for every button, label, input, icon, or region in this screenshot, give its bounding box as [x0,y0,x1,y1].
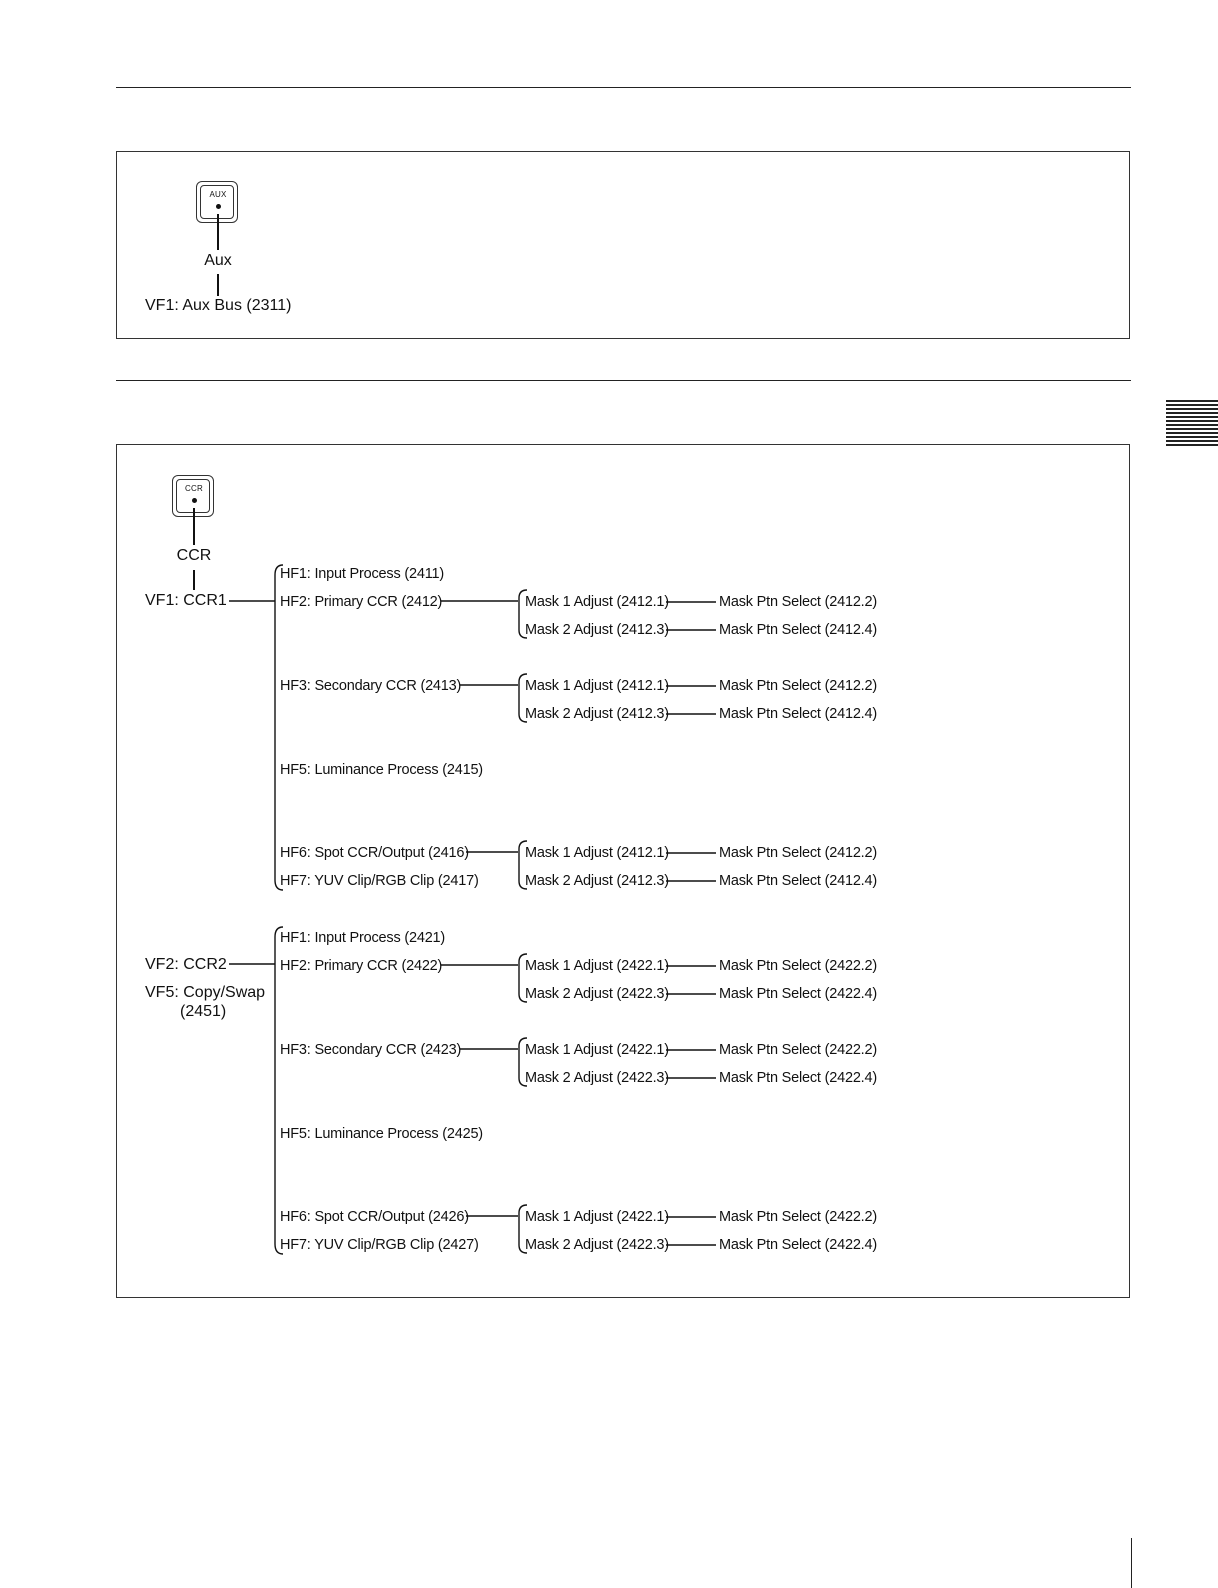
ccr-menu-connector-line [193,570,195,590]
vf1-hf2-primary-ccr[interactable]: HF2: Primary CCR (2412) [280,594,443,610]
aux-menu-connector-line [217,274,219,296]
vf1-hf5-luminance-process[interactable]: HF5: Luminance Process (2415) [280,762,483,778]
vf2-hf3-mask-ptn-select-2[interactable]: Mask Ptn Select (2422.4) [719,1070,877,1086]
vf1-hf3-mask1-adjust[interactable]: Mask 1 Adjust (2412.1) [525,678,669,694]
indicator-dot-icon [216,204,221,209]
ccr-button-name: CCR [176,547,212,564]
vf1-hf2-mask1-adjust[interactable]: Mask 1 Adjust (2412.1) [525,594,669,610]
vf1-hf1-input-process[interactable]: HF1: Input Process (2411) [280,566,444,582]
vf1-hf7-yuv-rgb-clip[interactable]: HF7: YUV Clip/RGB Clip (2417) [280,873,479,889]
vf1-ccr1-menu[interactable]: VF1: CCR1 [145,592,227,609]
vf1-hf6-mask2-adjust[interactable]: Mask 2 Adjust (2412.3) [525,873,669,889]
vf1-hf3-mask2-adjust[interactable]: Mask 2 Adjust (2412.3) [525,706,669,722]
vf2-hf3-secondary-ccr[interactable]: HF3: Secondary CCR (2423) [280,1042,462,1058]
vf1-hf3-secondary-ccr[interactable]: HF3: Secondary CCR (2413) [280,678,462,694]
vf2-ccr2-menu[interactable]: VF2: CCR2 [145,956,227,973]
vf2-hf2-mask2-adjust[interactable]: Mask 2 Adjust (2422.3) [525,986,669,1002]
aux-vf1-menu[interactable]: VF1: Aux Bus (2311) [145,297,292,314]
page-number-bar [1131,1538,1132,1588]
vf2-hf6-mask1-adjust[interactable]: Mask 1 Adjust (2422.1) [525,1209,669,1225]
vf1-hf2-mask2-adjust[interactable]: Mask 2 Adjust (2412.3) [525,622,669,638]
middle-rule [116,380,1131,381]
vf1-hf2-mask-ptn-select-1[interactable]: Mask Ptn Select (2412.2) [719,594,877,610]
ccr-connector-line [193,508,195,545]
vf1-hf3-mask-ptn-select-2[interactable]: Mask Ptn Select (2412.4) [719,706,877,722]
top-rule [116,87,1131,88]
vf1-hf6-mask-ptn-select-1[interactable]: Mask Ptn Select (2412.2) [719,845,877,861]
indicator-dot-icon [192,498,197,503]
vf2-hf3-mask2-adjust[interactable]: Mask 2 Adjust (2422.3) [525,1070,669,1086]
vf2-hf2-mask-ptn-select-1[interactable]: Mask Ptn Select (2422.2) [719,958,877,974]
vf5-copy-swap-menu[interactable]: VF5: Copy/Swap [145,984,266,1001]
vf2-hf2-primary-ccr[interactable]: HF2: Primary CCR (2422) [280,958,443,974]
vf2-hf1-input-process[interactable]: HF1: Input Process (2421) [280,930,446,946]
vf2-hf3-mask1-adjust[interactable]: Mask 1 Adjust (2422.1) [525,1042,669,1058]
ccr-button-label: CCR [185,484,203,493]
vf5-copy-swap-number: (2451) [180,1003,227,1020]
vf2-hf7-yuv-rgb-clip[interactable]: HF7: YUV Clip/RGB Clip (2427) [280,1237,479,1253]
vf1-hf2-mask-ptn-select-2[interactable]: Mask Ptn Select (2412.4) [719,622,877,638]
chapter-tab-mark [1166,400,1218,450]
vf2-hf6-spot-ccr-output[interactable]: HF6: Spot CCR/Output (2426) [280,1209,469,1225]
vf2-hf6-mask2-adjust[interactable]: Mask 2 Adjust (2422.3) [525,1237,669,1253]
vf1-hf6-mask-ptn-select-2[interactable]: Mask Ptn Select (2412.4) [719,873,877,889]
vf1-hf6-mask1-adjust[interactable]: Mask 1 Adjust (2412.1) [525,845,669,861]
vf2-hf6-mask-ptn-select-2[interactable]: Mask Ptn Select (2422.4) [719,1237,877,1253]
vf2-hf2-mask-ptn-select-2[interactable]: Mask Ptn Select (2422.4) [719,986,877,1002]
vf1-hf3-mask-ptn-select-1[interactable]: Mask Ptn Select (2412.2) [719,678,877,694]
vf2-hf6-mask-ptn-select-1[interactable]: Mask Ptn Select (2422.2) [719,1209,877,1225]
ccr-menu-panel [116,444,1130,1298]
aux-button-name: Aux [204,252,232,269]
aux-connector-line [217,214,219,250]
vf1-hf6-spot-ccr-output[interactable]: HF6: Spot CCR/Output (2416) [280,845,469,861]
aux-button-label: AUX [209,190,227,199]
vf2-hf5-luminance-process[interactable]: HF5: Luminance Process (2425) [280,1126,483,1142]
vf2-hf3-mask-ptn-select-1[interactable]: Mask Ptn Select (2422.2) [719,1042,877,1058]
vf2-hf2-mask1-adjust[interactable]: Mask 1 Adjust (2422.1) [525,958,669,974]
